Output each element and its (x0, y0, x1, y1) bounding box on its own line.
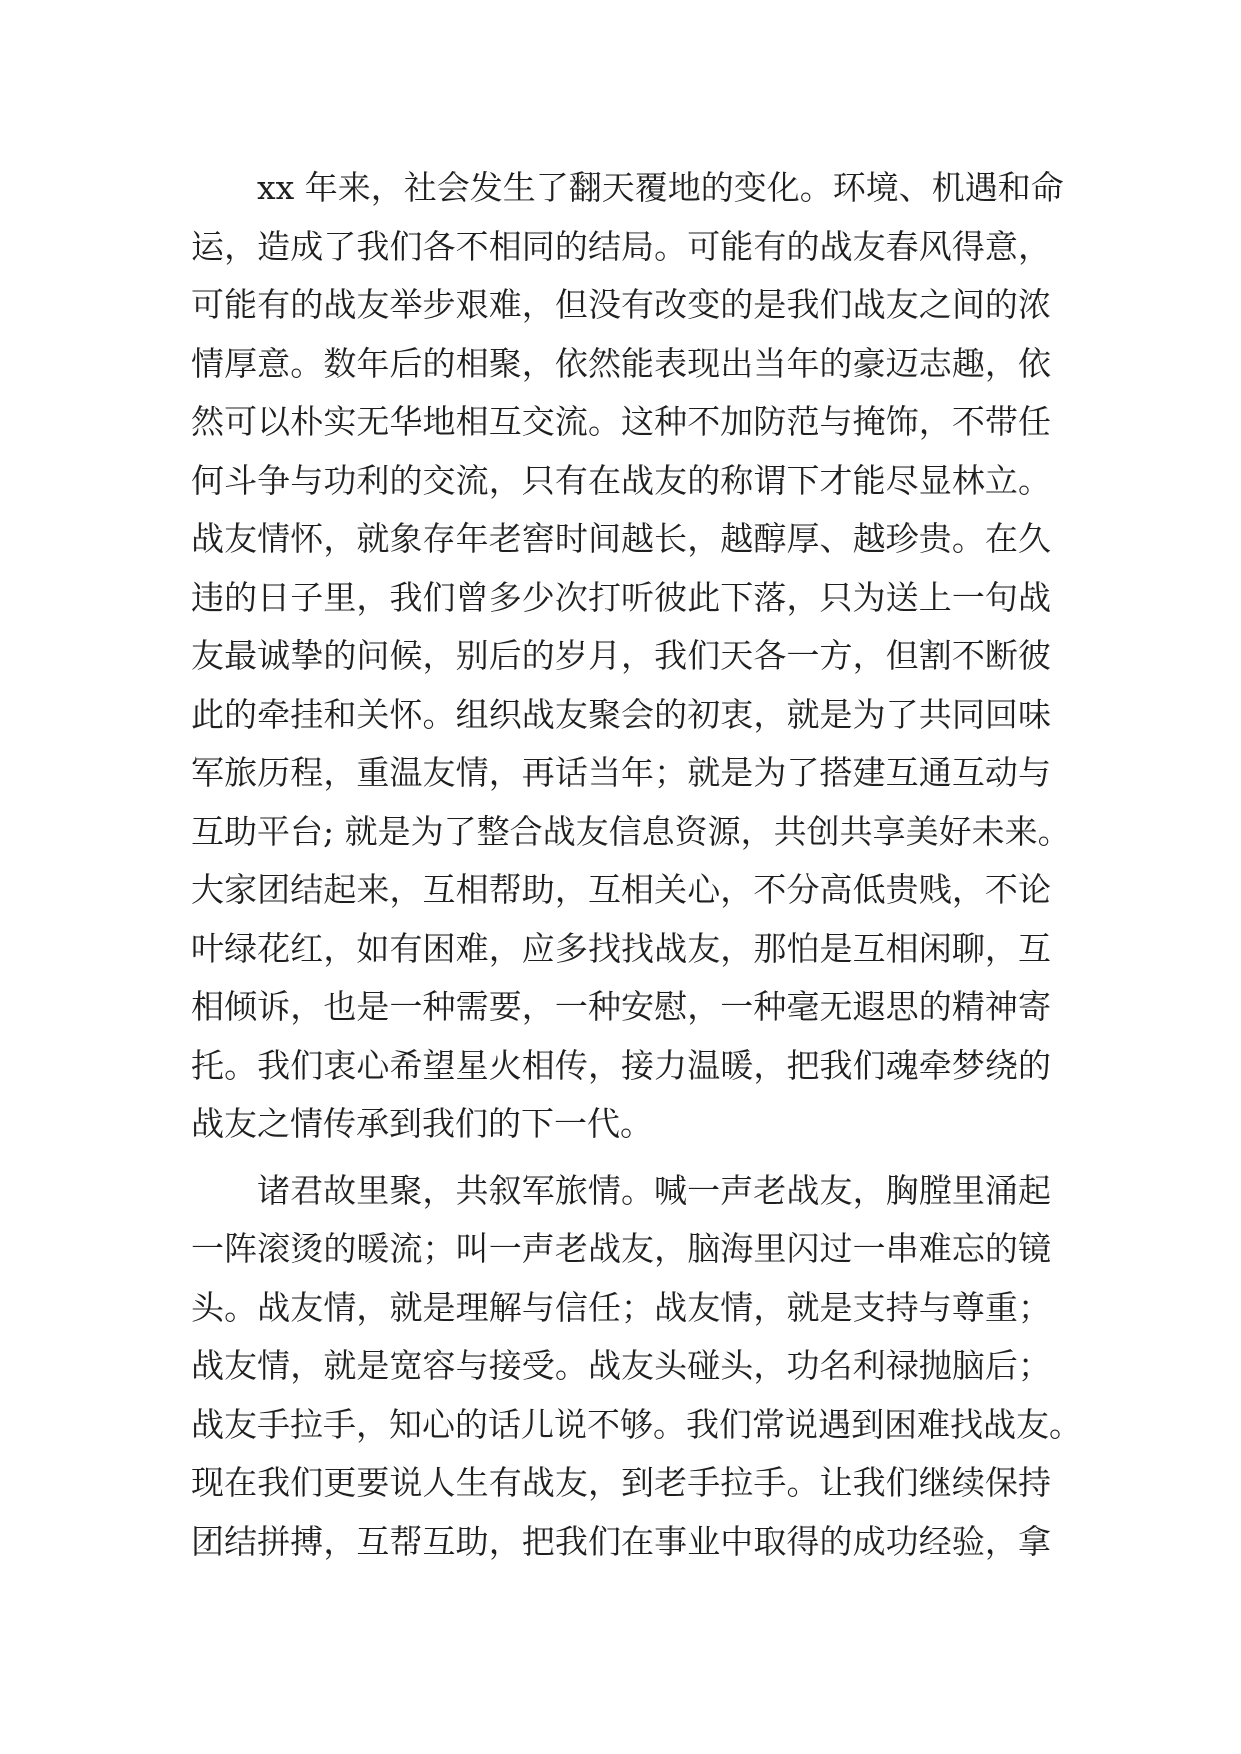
paragraph-2 (191, 1162, 1082, 1572)
paragraph-line: 然可以朴实无华地相互交流。这种不加防范与掩饰，不带任 (191, 402, 1051, 441)
paragraph-1 (191, 159, 1071, 1154)
paragraph-line: 相倾诉，也是一种需要，一种安慰，一种毫无遐思的精神寄 (191, 987, 1051, 1026)
paragraph-line: 团结拼搏，互帮互助，把我们在事业中取得的成功经验，拿 (191, 1521, 1051, 1561)
paragraph-line: 托。我们衷心希望星火相传，接力温暖，把我们魂牵梦绕的 (191, 1045, 1051, 1085)
paragraph-line: 情厚意。数年后的相聚，依然能表现出当年的豪迈志趣，依 (191, 343, 1051, 383)
paragraph-line: 运，造成了我们各不相同的结局。可能有的战友春风得意， (191, 226, 1051, 266)
paragraph-line: xx 年来，社会发生了翻天覆地的变化。环境、机遇和命 (257, 168, 1064, 207)
paragraph-line: 可能有的战友举步艰难，但没有改变的是我们战友之间的浓 (191, 285, 1051, 324)
paragraph-line: 友最诚挚的问候，别后的岁月，我们天各一方，但割不断彼 (191, 636, 1051, 675)
paragraph-line: 战友情，就是宽容与接受。战友头碰头，功名利禄抛脑后； (191, 1346, 1051, 1385)
paragraph-line: 一阵滚烫的暖流；叫一声老战友，脑海里闪过一串难忘的镜 (191, 1229, 1051, 1268)
paragraph-line: 违的日子里，我们曾多少次打听彼此下落，只为送上一句战 (191, 577, 1051, 617)
paragraph-line: 大家团结起来，互相帮助，互相关心，不分高低贵贱，不论 (191, 870, 1051, 909)
document-body (191, 159, 1082, 1571)
paragraph-line: 何斗争与功利的交流，只有在战友的称谓下才能尽显林立。 (191, 460, 1051, 500)
paragraph-line: 战友手拉手，知心的话儿说不够。我们常说遇到困难找战友。 (191, 1404, 1082, 1444)
paragraph-line: 战友之情传承到我们的下一代。 (191, 1104, 653, 1143)
paragraph-line: 此的牵挂和关怀。组织战友聚会的初衷，就是为了共同回味 (191, 694, 1051, 734)
paragraph-line: 战友情怀，就象存年老窖时间越长，越醇厚、越珍贵。在久 (191, 519, 1051, 558)
paragraph-line: 军旅历程，重温友情，再话当年；就是为了搭建互通互动与 (191, 753, 1051, 792)
paragraph-line: 诸君故里聚，共叙军旅情。喊一声老战友，胸膛里涌起 (257, 1170, 1051, 1210)
paragraph-line: 互助平台; 就是为了整合战友信息资源，共创共享美好未来。 (191, 811, 1071, 851)
paragraph-divider (191, 1154, 1051, 1162)
paragraph-line: 头。战友情，就是理解与信任；战友情，就是支持与尊重； (191, 1287, 1051, 1327)
paragraph-line: 现在我们更要说人生有战友，到老手拉手。让我们继续保持 (191, 1463, 1051, 1502)
paragraph-line: 叶绿花红，如有困难，应多找找战友，那怕是互相闲聊，互 (191, 928, 1051, 968)
